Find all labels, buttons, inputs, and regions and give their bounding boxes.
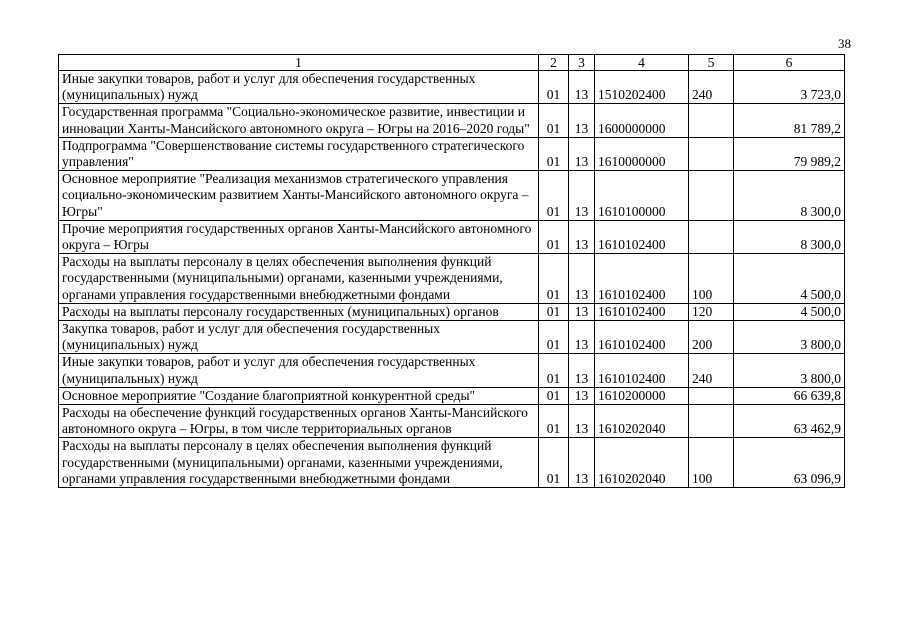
row-expense-kind (689, 387, 734, 404)
table-row (59, 438, 845, 488)
row-section: 01 (539, 71, 569, 104)
row-section: 01 (539, 220, 569, 253)
row-target-article: 1610000000 (595, 137, 689, 170)
row-name: Прочие мероприятия государственных органов Ханты-Мансийского автономного округа – Югры (59, 220, 539, 253)
row-section: 01 (539, 104, 569, 137)
row-section: 01 (539, 171, 569, 221)
row-amount: 63 462,9 (734, 405, 845, 438)
row-target-article: 1610202040 (595, 405, 689, 438)
table-row (59, 405, 845, 438)
row-expense-kind (689, 137, 734, 170)
row-section: 01 (539, 387, 569, 404)
header-col-section: 2 (539, 55, 569, 71)
row-subsection: 13 (569, 303, 595, 320)
row-expense-kind: 240 (689, 71, 734, 104)
row-section: 01 (539, 405, 569, 438)
row-amount: 4 500,0 (734, 303, 845, 320)
row-amount: 8 300,0 (734, 171, 845, 221)
row-expense-kind: 240 (689, 354, 734, 387)
row-subsection: 13 (569, 254, 595, 304)
table-row (59, 220, 845, 253)
row-target-article: 1600000000 (595, 104, 689, 137)
row-name: Иные закупки товаров, работ и услуг для обеспечения государственных (муниципальных) нужд (59, 71, 539, 104)
row-subsection: 13 (569, 171, 595, 221)
table-row (59, 171, 845, 221)
row-expense-kind (689, 405, 734, 438)
row-amount: 3 800,0 (734, 321, 845, 354)
row-amount: 8 300,0 (734, 220, 845, 253)
table-body (59, 71, 845, 488)
row-target-article: 1610202040 (595, 438, 689, 488)
row-subsection: 13 (569, 104, 595, 137)
row-section: 01 (539, 438, 569, 488)
row-expense-kind (689, 104, 734, 137)
row-target-article: 1610200000 (595, 387, 689, 404)
row-section: 01 (539, 137, 569, 170)
header-row (59, 55, 845, 71)
row-name: Расходы на выплаты персоналу в целях обеспечения выполнения функций государственными (муниципальными) органами, казенными учреждениями, органами управления государственными внебюджетными фондами (59, 438, 539, 488)
row-subsection: 13 (569, 220, 595, 253)
row-section: 01 (539, 354, 569, 387)
row-section: 01 (539, 254, 569, 304)
row-name: Расходы на выплаты персоналу в целях обеспечения выполнения функций государственными (муниципальными) органами, казенными учреждениями, органами управления государственными внебюджетными фондами (59, 254, 539, 304)
table-row (59, 71, 845, 104)
header-col-name: 1 (59, 55, 539, 71)
row-subsection: 13 (569, 71, 595, 104)
row-target-article: 1610102400 (595, 220, 689, 253)
row-expense-kind: 100 (689, 438, 734, 488)
row-amount: 63 096,9 (734, 438, 845, 488)
row-target-article: 1610102400 (595, 321, 689, 354)
row-expense-kind: 200 (689, 321, 734, 354)
row-name: Иные закупки товаров, работ и услуг для обеспечения государственных (муниципальных) нужд (59, 354, 539, 387)
row-subsection: 13 (569, 137, 595, 170)
table-row (59, 104, 845, 137)
row-amount: 66 639,8 (734, 387, 845, 404)
row-subsection: 13 (569, 387, 595, 404)
table-row (59, 321, 845, 354)
row-amount: 4 500,0 (734, 254, 845, 304)
row-expense-kind: 100 (689, 254, 734, 304)
table-row (59, 303, 845, 320)
row-name: Подпрограмма "Совершенствование системы государственного стратегического управления" (59, 137, 539, 170)
table-row (59, 254, 845, 304)
row-section: 01 (539, 321, 569, 354)
row-name: Основное мероприятие "Создание благоприятной конкурентной среды" (59, 387, 539, 404)
table-row (59, 137, 845, 170)
row-expense-kind (689, 171, 734, 221)
row-subsection: 13 (569, 405, 595, 438)
row-target-article: 1610100000 (595, 171, 689, 221)
row-amount: 79 989,2 (734, 137, 845, 170)
header-col-target-article: 4 (595, 55, 689, 71)
row-name: Основное мероприятие "Реализация механизмов стратегического управления социально-экономическим развитием Ханты-Мансийского автономного округа – Югры" (59, 171, 539, 221)
row-name: Расходы на выплаты персоналу государственных (муниципальных) органов (59, 303, 539, 320)
row-target-article: 1510202400 (595, 71, 689, 104)
row-name: Расходы на обеспечение функций государственных органов Ханты-Мансийского автономного округа – Югры, в том числе территориальных органов (59, 405, 539, 438)
row-amount: 3 723,0 (734, 71, 845, 104)
row-name: Закупка товаров, работ и услуг для обеспечения государственных (муниципальных) нужд (59, 321, 539, 354)
row-target-article: 1610102400 (595, 303, 689, 320)
row-subsection: 13 (569, 321, 595, 354)
row-subsection: 13 (569, 354, 595, 387)
row-name: Государственная программа "Социально-экономическое развитие, инвестиции и инновации Ханты-Мансийского автономного округа – Югры на 2016–2020 годы" (59, 104, 539, 137)
table-row (59, 354, 845, 387)
row-subsection: 13 (569, 438, 595, 488)
row-target-article: 1610102400 (595, 254, 689, 304)
row-amount: 81 789,2 (734, 104, 845, 137)
header-col-expense-kind: 5 (689, 55, 734, 71)
row-section: 01 (539, 303, 569, 320)
row-expense-kind: 120 (689, 303, 734, 320)
row-expense-kind (689, 220, 734, 253)
table-row (59, 387, 845, 404)
budget-table (58, 54, 845, 488)
page-number: 38 (838, 36, 851, 51)
header-col-subsection: 3 (569, 55, 595, 71)
header-col-amount: 6 (734, 55, 845, 71)
row-amount: 3 800,0 (734, 354, 845, 387)
row-target-article: 1610102400 (595, 354, 689, 387)
